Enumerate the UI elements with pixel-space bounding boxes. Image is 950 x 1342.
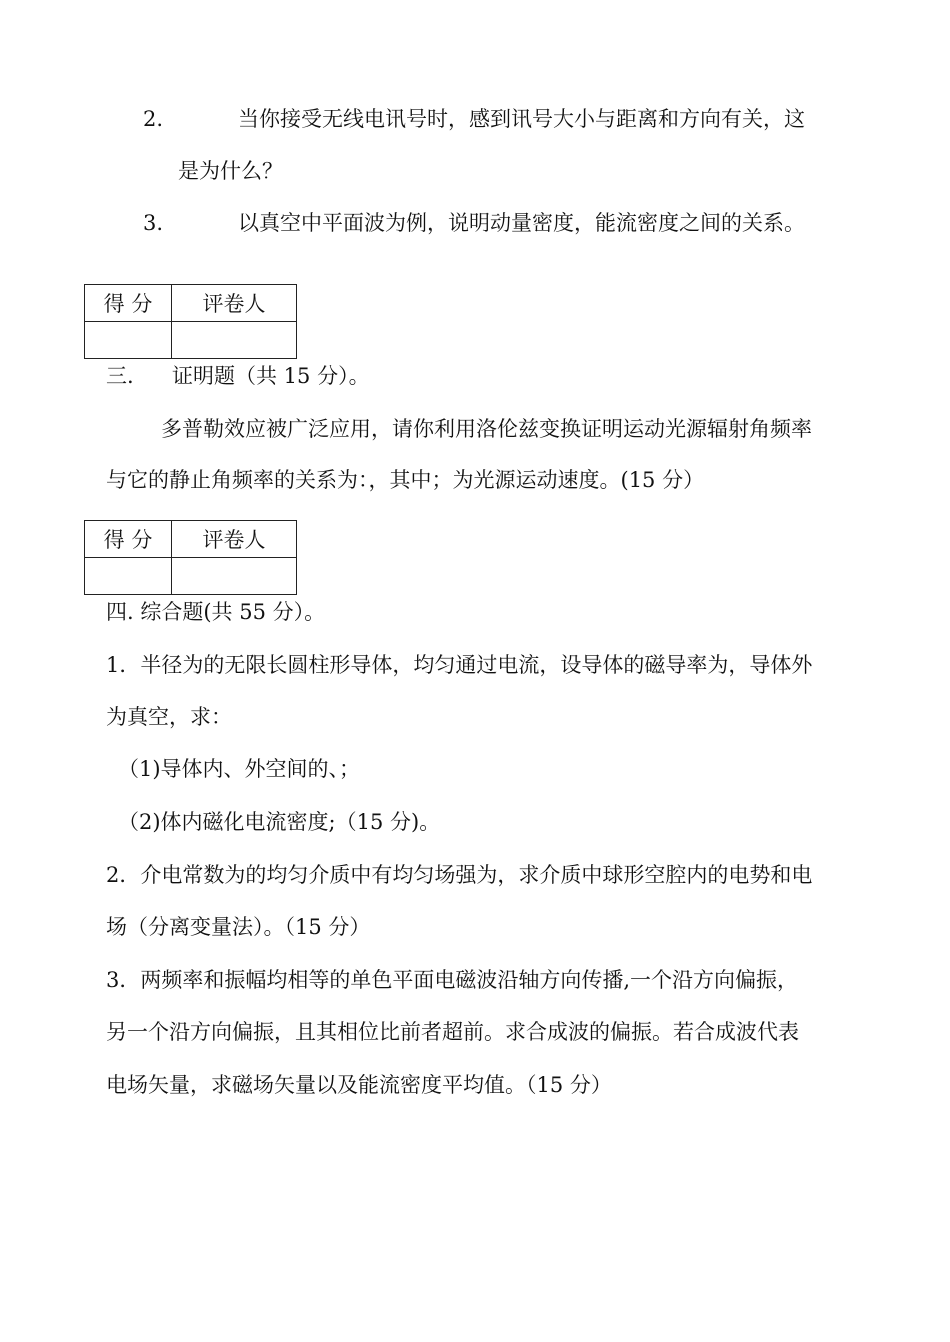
question-2-line-2: 是为什么？ (178, 159, 283, 183)
problem-2-line-2: 场（分离变量法）。（15 分） (106, 915, 371, 939)
section-3-line-2: 与它的静止角频率的关系为：，其中；为光源运动速度。(15 分） (106, 468, 705, 492)
grader-cell[interactable] (172, 558, 297, 595)
problem-3-line-2: 另一个沿方向偏振，且其相位比前者超前。求合成波的偏振。若合成波代表 (106, 1020, 799, 1044)
problem-1-line-1: 1．半径为的无限长圆柱形导体，均匀通过电流，设导体的磁导率为，导体外 (106, 653, 813, 677)
problem-1-subquestion-1: （1)导体内、外空间的、； (118, 757, 361, 781)
section-3-heading: 证明题（共 15 分）。 (172, 364, 370, 388)
section-3-line-1: 多普勒效应被广泛应用，请你利用洛伦兹变换证明运动光源辐射角频率 (161, 417, 812, 441)
score-label: 得 分 (85, 285, 172, 322)
question-3-line-1: 以真空中平面波为例，说明动量密度，能流密度之间的关系。 (238, 211, 805, 235)
question-2-number: 2. (143, 107, 164, 131)
problem-1-subquestion-2: （2)体内磁化电流密度;（15 分)。 (118, 810, 441, 834)
problem-3-line-1: 3．两频率和振幅均相等的单色平面电磁波沿轴方向传播,一个沿方向偏振， (106, 968, 799, 992)
score-table-section-4 (84, 520, 297, 595)
score-label: 得 分 (85, 521, 172, 558)
section-4-heading: 四. 综合题(共 55 分）。 (106, 600, 326, 624)
grader-label: 评卷人 (172, 285, 297, 322)
question-3-number: 3. (143, 211, 164, 235)
grader-cell[interactable] (172, 322, 297, 359)
problem-2-line-1: 2．介电常数为的均匀介质中有均匀场强为，求介质中球形空腔内的电势和电 (106, 863, 813, 887)
score-cell[interactable] (85, 322, 172, 359)
score-table-section-3 (84, 284, 297, 359)
question-2-line-1: 当你接受无线电讯号时，感到讯号大小与距离和方向有关，这 (238, 107, 805, 131)
score-cell[interactable] (85, 558, 172, 595)
section-3-number: 三. (106, 364, 134, 388)
problem-3-line-3: 电场矢量，求磁场矢量以及能流密度平均值。（15 分） (106, 1073, 612, 1097)
grader-label: 评卷人 (172, 521, 297, 558)
problem-1-line-2: 为真空，求： (106, 705, 232, 729)
